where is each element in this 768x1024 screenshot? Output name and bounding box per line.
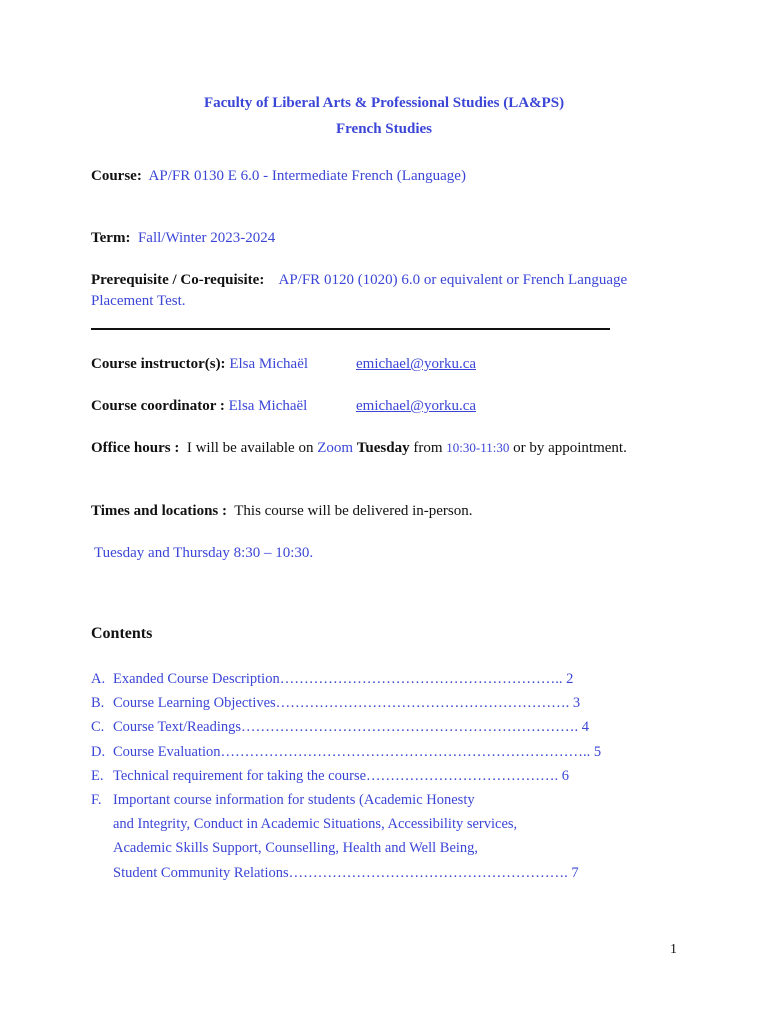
coordinator-label: Course coordinator : bbox=[91, 398, 225, 414]
toc-letter: F. bbox=[91, 791, 102, 808]
prerequisite-label: Prerequisite / Co-requisite bbox=[91, 272, 260, 288]
office-hours-label: Office hours : bbox=[91, 440, 180, 456]
coordinator-email-link[interactable]: emichael@yorku.ca bbox=[356, 398, 477, 414]
toc-continuation bbox=[91, 815, 631, 839]
toc-letter: E. bbox=[91, 767, 104, 784]
instructor-name: Elsa Michaël bbox=[229, 356, 309, 372]
office-hours-text3: or by appointment. bbox=[513, 440, 627, 456]
toc-item[interactable] bbox=[91, 718, 631, 742]
course-line: Course: AP/FR 0130 E 6.0 - Intermediate French (Language) bbox=[91, 168, 466, 184]
toc-letter: C. bbox=[91, 719, 105, 736]
instructor-label: Course instructor(s): bbox=[91, 356, 226, 372]
toc-letter: A. bbox=[91, 671, 106, 687]
prerequisite-value: AP/FR 0120 (1020) 6.0 or equivalent or French Language bbox=[278, 272, 628, 288]
office-hours-text2: from bbox=[413, 440, 443, 456]
horizontal-rule bbox=[91, 328, 610, 330]
office-hours-text1: I will be available on bbox=[186, 440, 314, 456]
contents-title: Contents bbox=[91, 625, 153, 642]
times-text: This course will be delivered in-person. bbox=[234, 503, 473, 519]
page-number: 1 bbox=[670, 942, 677, 957]
toc-text: Course Evaluation………………………………………………………………….. 5 bbox=[113, 743, 602, 760]
toc-item[interactable] bbox=[91, 767, 631, 791]
office-hours-line bbox=[91, 440, 627, 457]
coordinator-line bbox=[91, 398, 307, 415]
toc-continuation bbox=[91, 839, 631, 863]
toc-text: Academic Skills Support, Counselling, Health and Well Being, bbox=[113, 840, 479, 857]
instructor-email-wrap bbox=[356, 356, 476, 373]
toc-item[interactable] bbox=[91, 791, 631, 815]
coordinator-name: Elsa Michaël bbox=[228, 398, 308, 414]
office-hours-zoom: Zoom bbox=[317, 440, 354, 456]
toc-text: Course Learning Objectives……………………………………………………. 3 bbox=[113, 695, 581, 712]
toc-item[interactable] bbox=[91, 743, 631, 767]
toc-item[interactable] bbox=[91, 694, 631, 718]
term-label: Term bbox=[91, 230, 126, 246]
coordinator-email-wrap bbox=[356, 398, 476, 415]
office-hours-time: 10:30-11:30 bbox=[446, 440, 510, 455]
department-heading: French Studies bbox=[336, 121, 432, 137]
toc-item[interactable] bbox=[91, 670, 631, 694]
instructor-email-link[interactable]: emichael@yorku.ca bbox=[356, 356, 477, 372]
toc-text: and Integrity, Conduct in Academic Situations, Accessibility services, bbox=[113, 816, 518, 833]
table-of-contents bbox=[91, 670, 631, 888]
toc-text: Important course information for students (Academic Honesty bbox=[113, 791, 475, 808]
toc-text: Technical requirement for taking the course…………………………………. 6 bbox=[113, 767, 570, 784]
toc-letter: B. bbox=[91, 695, 105, 712]
prerequisite-line: Prerequisite / Co-requisite: AP/FR 0120 (1020) 6.0 or equivalent or French Language bbox=[91, 272, 628, 288]
toc-letter: D. bbox=[91, 743, 106, 760]
course-label: Course bbox=[91, 168, 137, 184]
course-value: AP/FR 0130 E 6.0 - Intermediate French (Language) bbox=[148, 168, 466, 184]
faculty-heading: Faculty of Liberal Arts & Professional Studies (LA&PS) bbox=[203, 95, 565, 111]
prerequisite-value-cont: Placement Test. bbox=[91, 293, 186, 309]
times-line bbox=[91, 503, 473, 520]
term-value: Fall/Winter 2023-2024 bbox=[137, 230, 276, 246]
times-label: Times and locations : bbox=[91, 503, 227, 519]
toc-text: Course Text/Readings……………………………………………………………. 4 bbox=[113, 719, 589, 736]
instructor-line bbox=[91, 356, 308, 373]
toc-continuation[interactable] bbox=[91, 864, 631, 888]
toc-text: Student Community Relations…………………………………………………. 7 bbox=[113, 864, 579, 881]
schedule-text: Tuesday and Thursday 8:30 – 10:30. bbox=[94, 545, 314, 561]
term-line: Term: Fall/Winter 2023-2024 bbox=[91, 230, 276, 246]
toc-text: Exanded Course Description………………………………………………….. 2 bbox=[113, 671, 574, 687]
office-hours-day: Tuesday bbox=[356, 440, 410, 456]
